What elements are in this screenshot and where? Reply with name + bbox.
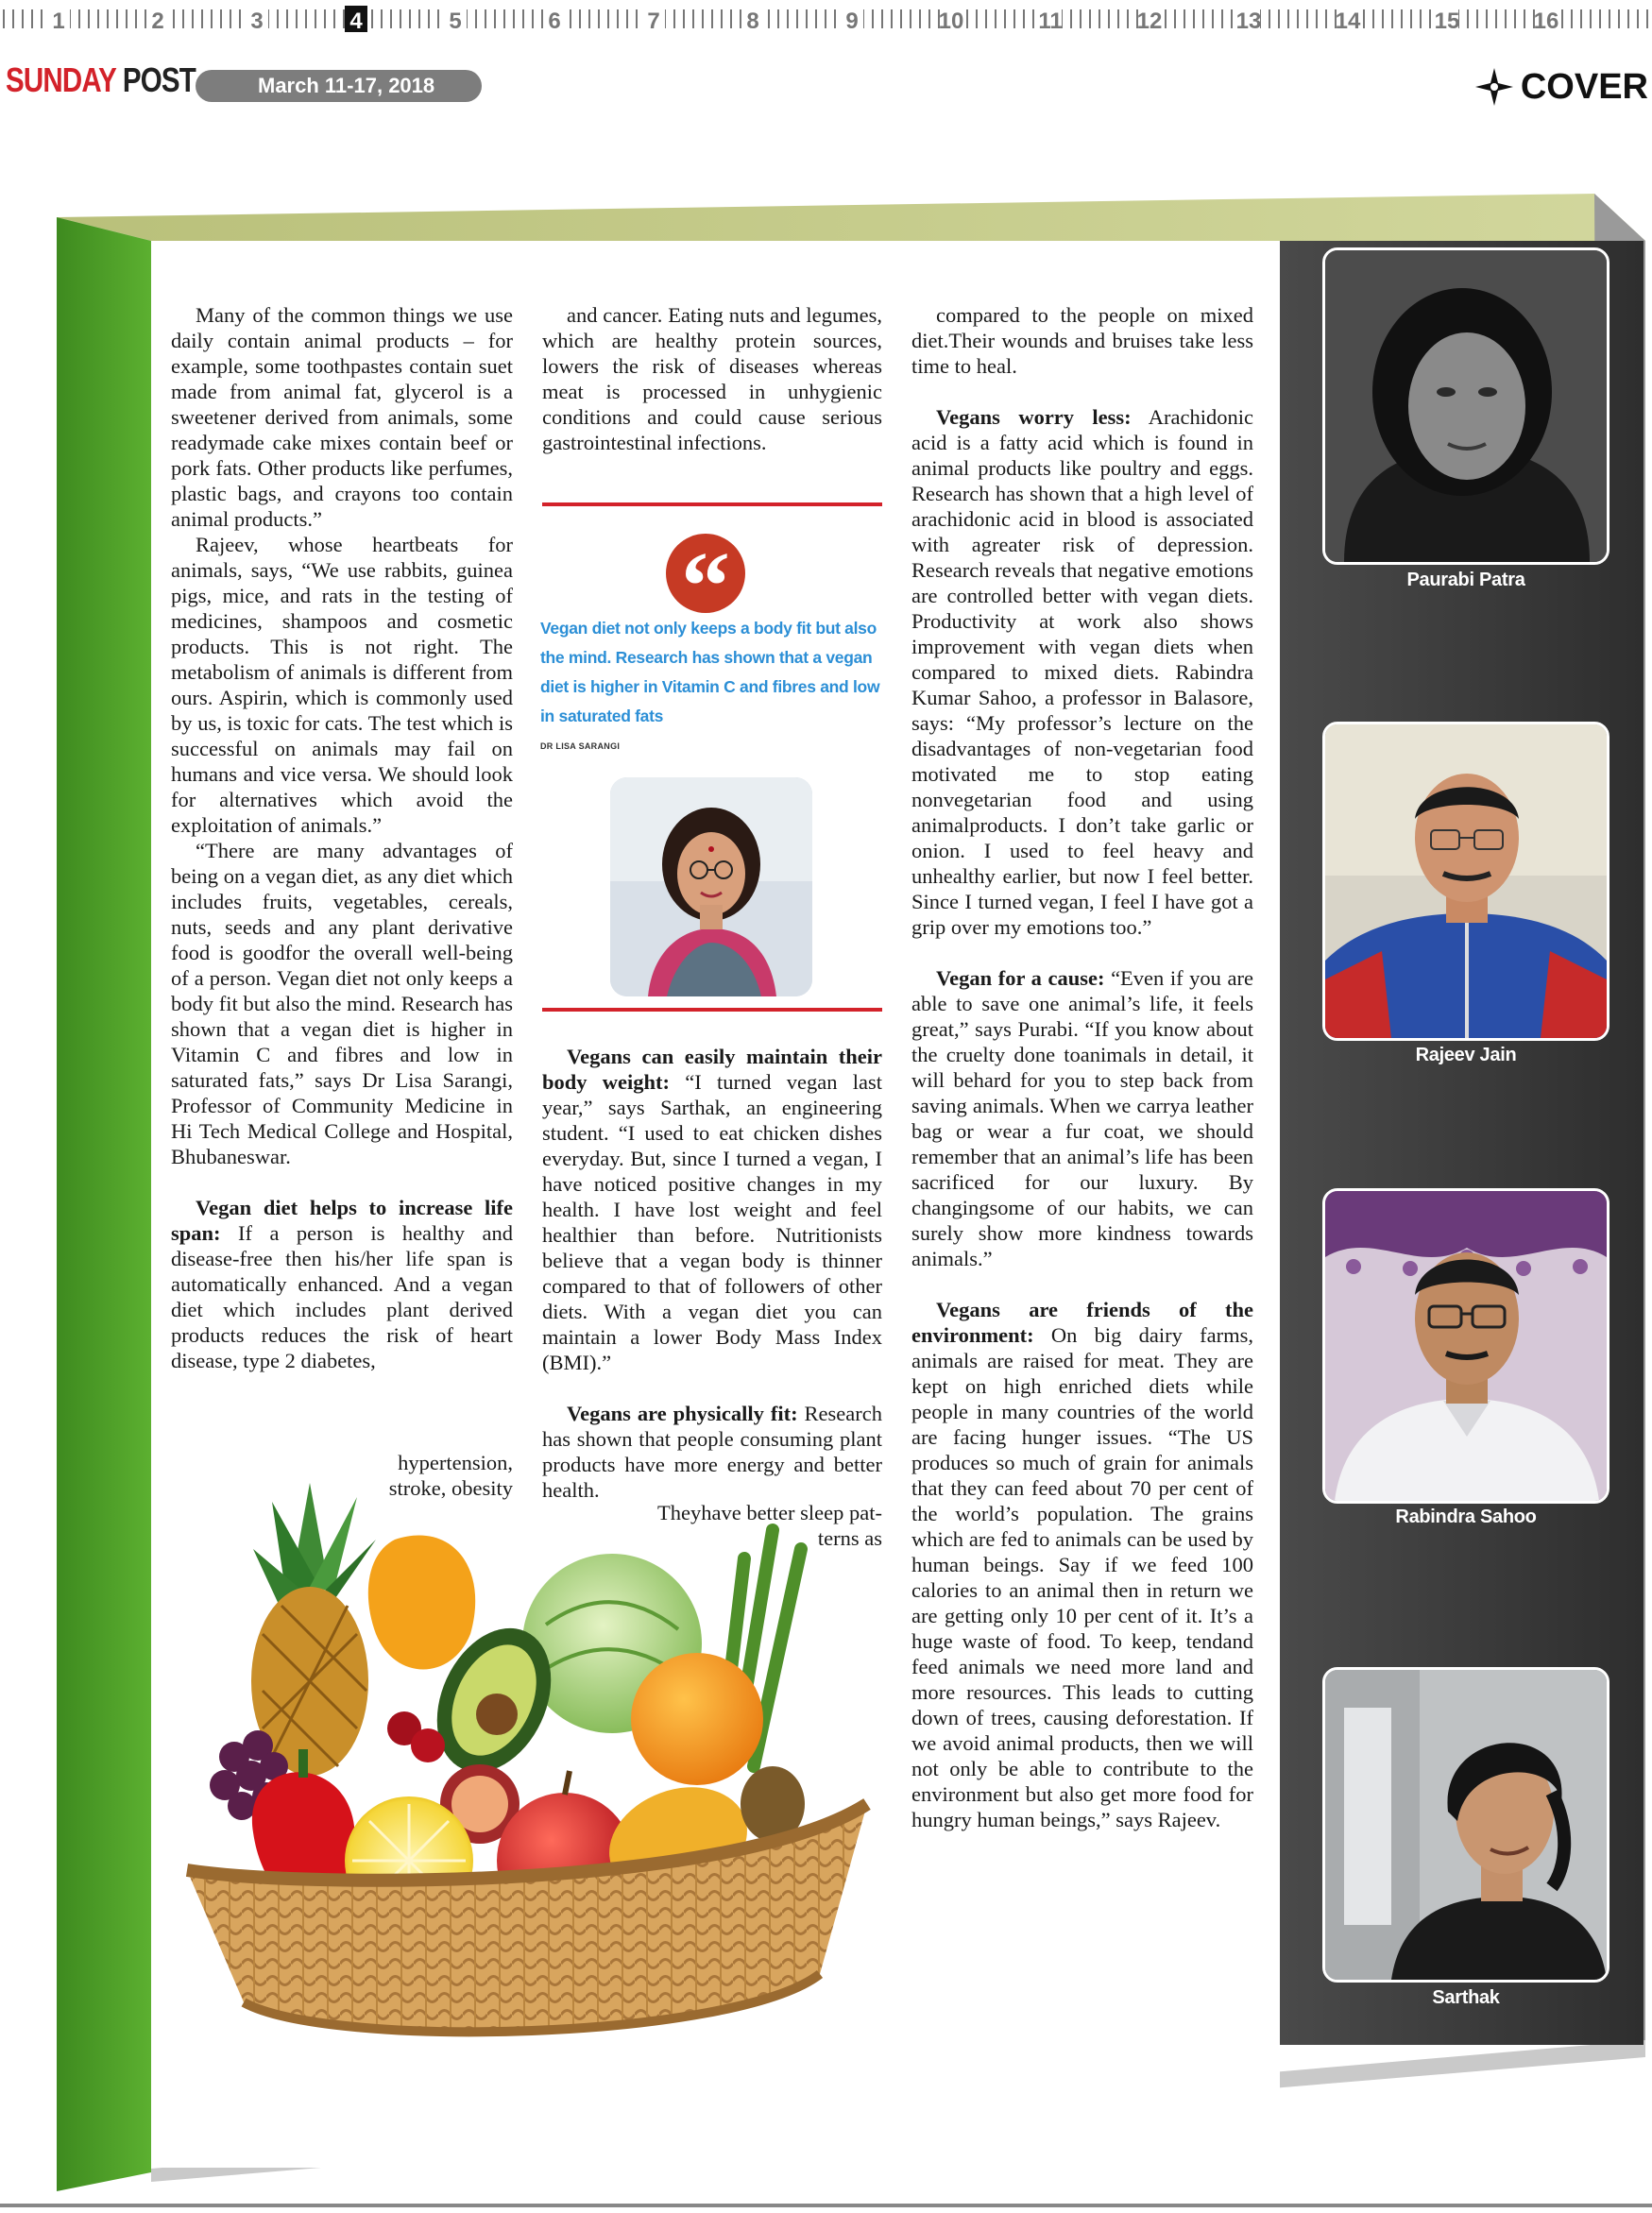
article-paragraph (542, 1044, 882, 1375)
masthead (0, 59, 1652, 115)
ruler-label: 8 (746, 9, 759, 34)
subheading: Vegan diet helps to increase life span: (171, 1196, 513, 1245)
subheading: Vegans are physically fit: (567, 1402, 798, 1425)
issue-date: March 11-17, 2018 (196, 70, 482, 102)
ruler-label: 16 (1533, 9, 1559, 34)
caption-sarthak: Sarthak (1432, 1987, 1500, 2008)
article-paragraph (911, 1297, 1253, 1832)
portrait-rajeev-jain (1322, 722, 1609, 1041)
article-column-2 (542, 302, 882, 455)
paragraph-text: If a person is healthy and disease-free then his/her life span is automatically enhanced. And a vegan diet which includes plant derived products reduces the risk of heart disease, type 2 diabetes, (171, 1221, 513, 1372)
text-line: terns as (817, 1526, 882, 1550)
portrait-rabindra-sahoo (1322, 1188, 1609, 1504)
dr-lisa-sarangi-photo (610, 777, 812, 996)
ruler-label: 15 (1434, 9, 1460, 34)
publication-logo (6, 60, 196, 100)
article-paragraph (171, 838, 513, 1169)
article-column-2-continued (542, 1044, 882, 1503)
ruler-label: 10 (938, 9, 964, 34)
caption-rajeev-jain: Rajeev Jain (1415, 1045, 1517, 1065)
caption-paurabi-patra: Paurabi Patra (1406, 570, 1525, 590)
ruler-label: 7 (647, 9, 660, 34)
text-line: Theyhave better sleep pat- (656, 1501, 882, 1524)
ruler-label: 6 (548, 9, 561, 34)
paragraph-text: Arachidonic acid is a fatty acid which is found in animal products like poultry and eggs. Research has shown that a high level of arachidonic acid in blood is associated with agreater risk of depression. Research reveals that negative emotions are controlled better with vegan diets. Productivity at work also shows improvement with vegan diets when compared to mixed diets. Rabindra Kumar Sahoo, a professor in Balasore, says: “My professor’s lecture on the disadvantages of non-vegetarian food motivated me to stop eating nonvegetarian food and using animalproducts. I don’t take garlic or onion. I used to feel heavy and unhealthy earlier, but now I feel better. Since I turned vegan, I feel I have got a grip over my emotions too.” (911, 405, 1253, 939)
pullquote-author: DR LISA SARANGI (540, 741, 621, 751)
paragraph-text: Research has shown that people consuming plant products have more energy and better health. (542, 1402, 883, 1502)
paragraph-text: Rajeev, whose heartbeats for animals, says, “We use rabbits, guinea pigs, mice, and rats in the testing of medicines, shampoos and cosmetic products. This is not right. The metabolism of animals is different from ours. Aspirin, which is commonly used by us, is toxic for cats. The test which is successful on animals may fail on humans and vice versa. We should look for alternatives which avoid the exploitation of animals.” (171, 533, 513, 837)
article-paragraph (911, 404, 1253, 940)
article-paragraph (171, 532, 513, 838)
quotation-mark-icon: “ (666, 534, 745, 613)
subheading: Vegan for a cause: (936, 966, 1105, 990)
article-paragraph (171, 302, 513, 532)
ruler-label: 1 (52, 9, 65, 34)
ruler-label: 5 (449, 9, 462, 34)
ruler-label: 13 (1235, 9, 1262, 34)
brand-word-sunday: SUNDAY (6, 60, 116, 99)
article-column-1 (171, 302, 513, 1373)
paragraph-text: “Even if you are able to save one animal’s life, it feels great,” says Purabi. “If you know about the cruelty done toanimals in detail, it will behard for you to step back from saving animals. When we carrya leather bag or wear a fur coat, we should remember that an animal’s life has been sacrificed for our luxury. By changingsome of our habits, we can surely show more kindness towards animals.” (911, 966, 1253, 1270)
text-line: stroke, obesity (388, 1476, 513, 1500)
paragraph-text: On big dairy farms, animals are raised for meat. They are kept on high enriched diets while people in many countries of the world are facing hunger issues. “The US produces so much of grain for animals that they can feed about 70 per cent of the world’s population. The grains which are fed to animals can be used by human beings. Say if we feed 100 calories to an animal then in return we are getting only 10 per cent of it. It’s a huge waste of food. To keep, tendand feed animals we need more land and more resources. This leads to cutting down of trees, causing deforestation. If we avoid animal products, then we will not only be able to contribute to the environment but also get more food for hungry human beings,” says Rajeev. (911, 1323, 1253, 1831)
ruler-label: 9 (845, 9, 859, 34)
paragraph-text: compared to the people on mixed diet.Their wounds and bruises take less time to heal. (911, 303, 1253, 378)
paragraph-text: “There are many advantages of being on a vegan diet, as any diet which includes fruits, vegetables, cereals, nuts, seeds and any plant derivative food is goodfor the overall well-being of a person. Vegan diet not only keeps a body fit but also the mind. Research has shown that a vegan diet is higher in Vitamin C and fibres and low in saturated fats,” says Dr Lisa Sarangi, Professor of Community Medicine in Hi Tech Medical College and Hospital, Bhubaneswar. (171, 839, 513, 1168)
subheading: Vegans worry less: (936, 405, 1132, 429)
pullquote-text: Vegan diet not only keeps a body fit but also the mind. Research has shown that a vegan diet is higher in Vitamin C and fibres and low in saturated fats (540, 619, 880, 725)
section-name: COVER (1520, 66, 1648, 107)
ruler-label: 2 (151, 9, 164, 34)
ruler-label: 14 (1335, 9, 1361, 34)
section-label (1473, 66, 1648, 108)
article-column-3 (911, 302, 1253, 1832)
subheading: Vegans can easily maintain their body weight: (542, 1045, 882, 1094)
ruler-label: 12 (1136, 9, 1163, 34)
page-ruler (0, 0, 1652, 47)
article-paragraph (911, 965, 1253, 1271)
article-paragraph (911, 302, 1253, 379)
article-paragraph (171, 1195, 513, 1373)
ruler-label: 4 (349, 9, 363, 34)
pullquote-bottom-rule (542, 1008, 882, 1012)
brand-word-post: POST (122, 60, 196, 99)
subheading: Vegans are friends of the environment: (911, 1298, 1253, 1347)
paragraph-text: “I turned vegan last year,” says Sarthak, an engineering student. “I used to eat chicken dishes everyday. But, since I turned a vegan, I have noticed positive changes in my health. I have lost weight and feel healthier than before. Nutritionists believe that a vegan body is thinner compared to that of followers of other diets. With a vegan diet you can maintain a lower Body Mass Index (BMI).” (542, 1070, 882, 1374)
pullquote-top-rule (542, 502, 882, 506)
text-line: hypertension, (398, 1451, 513, 1474)
article-paragraph (542, 302, 882, 455)
caption-rabindra-sahoo: Rabindra Sahoo (1395, 1507, 1537, 1527)
ruler-label: 3 (250, 9, 264, 34)
paragraph-text: Many of the common things we use daily contain animal products – for example, some toothpastes contain suet made from animal fat, glycerol is a sweetener derived from animals, some readymade cake mixes contain beef or pork fats. Other products like perfumes, plastic bags, and crayons too contain animal products.” (171, 303, 513, 531)
portrait-sarthak (1322, 1667, 1609, 1983)
compass-star-icon (1473, 66, 1515, 108)
portrait-paurabi-patra (1322, 247, 1609, 565)
paragraph-text: and cancer. Eating nuts and legumes, which are healthy protein sources, lowers the risk of diseases whereas meat is processed in unhygienic conditions and could cause serious gastrointestinal infections. (542, 303, 882, 454)
fruit-basket-illustration (168, 1445, 886, 2050)
ruler-label: 11 (1038, 9, 1063, 34)
